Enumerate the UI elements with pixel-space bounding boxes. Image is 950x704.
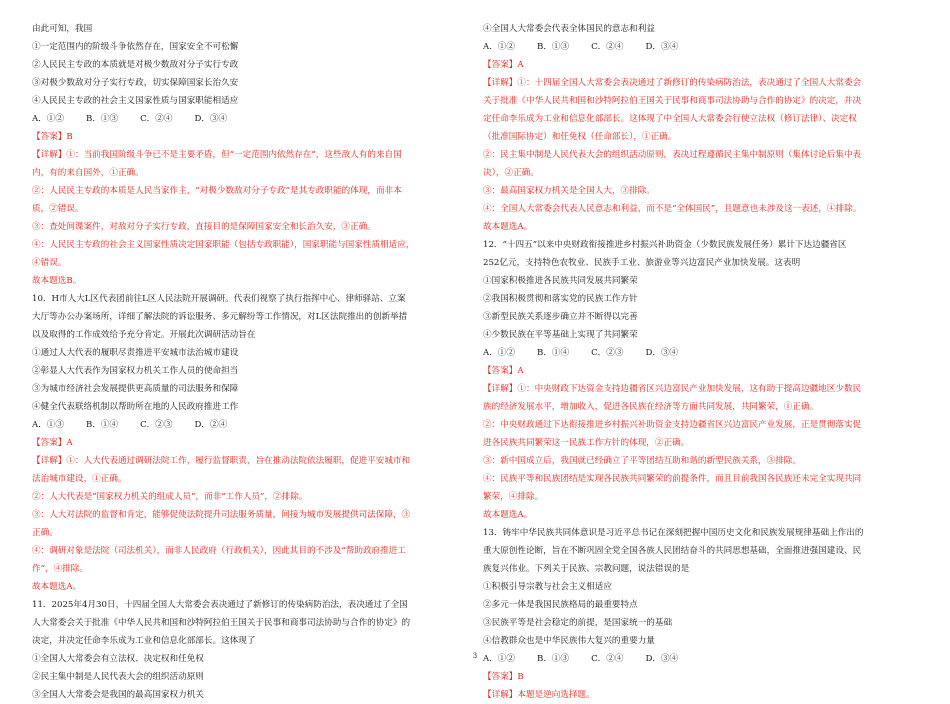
text-line: ②多元一体是我国民族格局的最重要特点 — [483, 600, 638, 610]
answer-option: B．①④ — [86, 420, 119, 430]
answer-line: ③：人大对法院的监督和肯定，能够促使法院提升司法服务质量，间接为城市发展提供司法保障，③ — [32, 510, 411, 520]
text-line: ③民族平等是社会稳定的前提，是国家统一的基础 — [483, 618, 673, 628]
answer-option: C．②③ — [591, 348, 624, 358]
answer-line: 【详解】①：十四届全国人大常委会表决通过了新修订的传染病防治法，表决通过了全国人大常委会 — [483, 78, 862, 88]
text-line: ④健全代表联络机制以帮助所在地的人民政府推进工作 — [32, 402, 239, 412]
text-line: 决定，并决定任命李乐成为工业和信息化部部长。这体现了 — [32, 636, 256, 646]
answer-line: ③：最高国家权力机关是全国人大，③排除。 — [483, 186, 655, 196]
answer-option: A．①② — [483, 348, 515, 358]
answer-option: D．③④ — [645, 348, 679, 358]
answer-line: ③：查处间谍案件，对敌对分子实行专政，直接目的是保障国家安全和长治久安，③正确。 — [32, 222, 376, 232]
answer-line: 繁荣，④排除。 — [483, 492, 544, 502]
answer-line: 【答案】B — [483, 672, 524, 682]
text-line: 人大常委会关于批准《中华人民共和国和沙特阿拉伯王国关于民事和商事司法协助与合作的协定》的 — [32, 618, 411, 628]
text-line: 由此可知，我国 — [32, 24, 93, 34]
answer-line: 正确。 — [32, 528, 58, 538]
right-column — [483, 20, 903, 704]
answer-option: C．②④ — [140, 114, 173, 124]
text-line: 大厅等办公办案场所，详细了解法院的诉讼服务、多元解纷等工作情况，对L区法院推出的创新举措 — [32, 312, 408, 322]
answer-line: ④：民族平等和民族团结是实现各民族共同繁荣的前提条件，而且目前我国各民族还未完全实现共同 — [483, 474, 862, 484]
answer-options — [483, 38, 903, 56]
answer-line: 故本题选A。 — [32, 582, 82, 592]
answer-option: D．③④ — [645, 42, 679, 52]
text-line: ①一定范围内的阶级斗争依然存在，国家安全不可松懈 — [32, 42, 239, 52]
text-line: ④信教群众也是中华民族伟大复兴的重要力量 — [483, 636, 655, 646]
text-line: 12．“十四五”以来中央财政衔接推进乡村振兴补助资金（少数民族发展任务）累计下达边疆省区 — [483, 240, 847, 250]
answer-options — [483, 344, 903, 362]
text-line: ③为城市经济社会发展提供更高质量的司法服务和保障 — [32, 384, 239, 394]
answer-line: （批准国际协定）和任免权（任命部长），①正确。 — [483, 132, 677, 142]
answer-line: 【详解】①：人大代表通过调研法院工作，履行监督职责，旨在推动法院依法履职，促进平安城市和 — [32, 456, 411, 466]
answer-option: D．③④ — [194, 114, 228, 124]
answer-line: 【答案】A — [32, 438, 73, 448]
text-line: 重大原创性论断，旨在不断巩固全党全国各族人民团结奋斗的共同思想基础，全面推进强国建设、民 — [483, 546, 862, 556]
text-line: ④全国人大常委会代表全体国民的意志和利益 — [483, 24, 655, 34]
answer-option: A．①② — [32, 114, 64, 124]
text-line: ①通过人大代表的履职尽责推进平安城市法治城市建设 — [32, 348, 239, 358]
answer-line: 关于批准《中华人民共和国和沙特阿拉伯王国关于民事和商事司法协助与合作的协定》的决定，并决 — [483, 96, 862, 106]
answer-line: ④：调研对象是法院（司法机关），而非人民政府（行政机关），因此其目的不涉及“帮助政府推进工 — [32, 546, 406, 556]
answer-option: B．①④ — [537, 348, 570, 358]
answer-option: B．①③ — [537, 654, 570, 664]
answer-option: D．③④ — [645, 654, 679, 664]
text-line: ③对极少数敌对分子实行专政，切实保障国家长治久安 — [32, 78, 239, 88]
answer-option: C．②③ — [140, 420, 173, 430]
answer-line: ②：民主集中制是人民代表大会的组织活动原则，表决过程遵循民主集中制原则（集体讨论后集中表 — [483, 150, 862, 160]
answer-line: ②：人大代表是“国家权力机关的组成人员”，而非“工作人员”，②排除。 — [32, 492, 308, 502]
text-line: 以及取得的工作成效给予充分肯定。开展此次调研活动旨在 — [32, 330, 256, 340]
answer-options — [32, 110, 452, 128]
answer-option: C．②④ — [591, 654, 624, 664]
text-line: ①全国人大常委会有立法权、决定权和任免权 — [32, 654, 204, 664]
answer-line: 【详解】本题是逆向选择题。 — [483, 690, 595, 700]
text-line: ③新型民族关系逐步确立并不断得以完善 — [483, 312, 638, 322]
text-line: 13．铸牢中华民族共同体意识是习近平总书记在深刻把握中国历史文化和民族发展规律基础上作出的 — [483, 528, 864, 538]
answer-line: 法治城市建设，①正确。 — [32, 474, 127, 484]
answer-line: 故本题选A。 — [483, 222, 533, 232]
text-line: 252亿元，支持特色农牧业、民族手工业、旅游业等兴边富民产业加快发展。这表明 — [483, 258, 801, 268]
answer-option: A．①② — [483, 654, 515, 664]
text-line: 11．2025年4月30日，十四届全国人大常委会表决通过了新修订的传染病防治法，表决通过了全国 — [32, 600, 408, 610]
answer-line: ④：人民民主专政的社会主义国家性质决定国家职能（包括专政职能），国家职能与国家性质相适应， — [32, 240, 415, 250]
text-line: ①国家积极推进各民族共同发展共同繁荣 — [483, 276, 638, 286]
answer-line: 质，②错误。 — [32, 204, 84, 214]
answer-option: A．①② — [483, 42, 515, 52]
answer-line: ④：全国人大常委会代表人民意志和利益，而不是“全体国民”，且题意也未涉及这一表述，④排除。 — [483, 204, 862, 214]
text-line: ①积极引导宗教与社会主义相适应 — [483, 582, 612, 592]
answer-line: 作”，④排除。 — [32, 564, 88, 574]
text-line: 10．H市人大L区代表团前往L区人民法院开展调研。代表们视察了执行指挥中心、律师驿站、立案 — [32, 294, 406, 304]
answer-line: 故本题选B。 — [32, 276, 82, 286]
answer-line: ②：中央财政通过下达衔接推进乡村振兴补助资金支持边疆省区兴边富民产业发展，正是贯彻落实促 — [483, 420, 862, 430]
page-number: 3 — [472, 652, 478, 660]
answer-options — [32, 416, 452, 434]
answer-line: ④错误。 — [32, 258, 67, 268]
text-line: ②民主集中制是人民代表大会的组织活动原则 — [32, 672, 204, 682]
answer-line: 【答案】B — [32, 132, 73, 142]
answer-line: 决），②正确。 — [483, 168, 539, 178]
left-column — [32, 20, 452, 704]
text-line: ④少数民族在平等基础上实现了共同繁荣 — [483, 330, 638, 340]
answer-line: 【详解】①：当前我国阶级斗争已不是主要矛盾，但“一定范围内依然存在”，这些敌人有的来自国 — [32, 150, 402, 160]
answer-line: 内，有的来自国外，①正确。 — [32, 168, 144, 178]
text-line: ③全国人大常委会是我国的最高国家权力机关 — [32, 690, 204, 700]
answer-line: 族的经济发展水平，增加收入，促进各民族在经济等方面共同发展，共同繁荣，①正确。 — [483, 402, 819, 412]
answer-option: C．②④ — [591, 42, 624, 52]
answer-option: D．②④ — [194, 420, 228, 430]
answer-line: 进各民族共同繁荣这一民族工作方针的体现，②正确。 — [483, 438, 690, 448]
text-line: ④人民民主专政的社会主义国家性质与国家职能相适应 — [32, 96, 239, 106]
answer-line: ②：人民民主专政的本质是人民当家作主，“对极少数敌对分子专政”是其专政职能的体现，而非本 — [32, 186, 402, 196]
answer-line: 【答案】A — [483, 60, 524, 70]
text-line: 族复兴伟业。下列关于民族、宗教问题，说法错误的是 — [483, 564, 690, 574]
answer-option: B．①③ — [86, 114, 119, 124]
text-line: ②我国积极贯彻和落实党的民族工作方针 — [483, 294, 638, 304]
answer-line: 定任命李乐成为工业和信息化部部长。这体现了中全国人大常委会行使立法权（修订法律）、决定权 — [483, 114, 857, 124]
answer-line: ③：新中国成立后，我国就已经确立了平等团结互助和谐的新型民族关系，③排除。 — [483, 456, 801, 466]
answer-line: 【详解】①：中央财政下达资金支持边疆省区兴边富民产业加快发展，这有助于提高边疆地区少数民 — [483, 384, 862, 394]
text-line: ②彰显人大代表作为国家权力机关工作人员的使命担当 — [32, 366, 239, 376]
answer-line: 故本题选A。 — [483, 510, 533, 520]
text-line: ②人民民主专政的本质就是对极少数敌对分子实行专政 — [32, 60, 239, 70]
answer-option: B．①③ — [537, 42, 570, 52]
answer-option: A．①③ — [32, 420, 64, 430]
answer-line: 【答案】A — [483, 366, 524, 376]
